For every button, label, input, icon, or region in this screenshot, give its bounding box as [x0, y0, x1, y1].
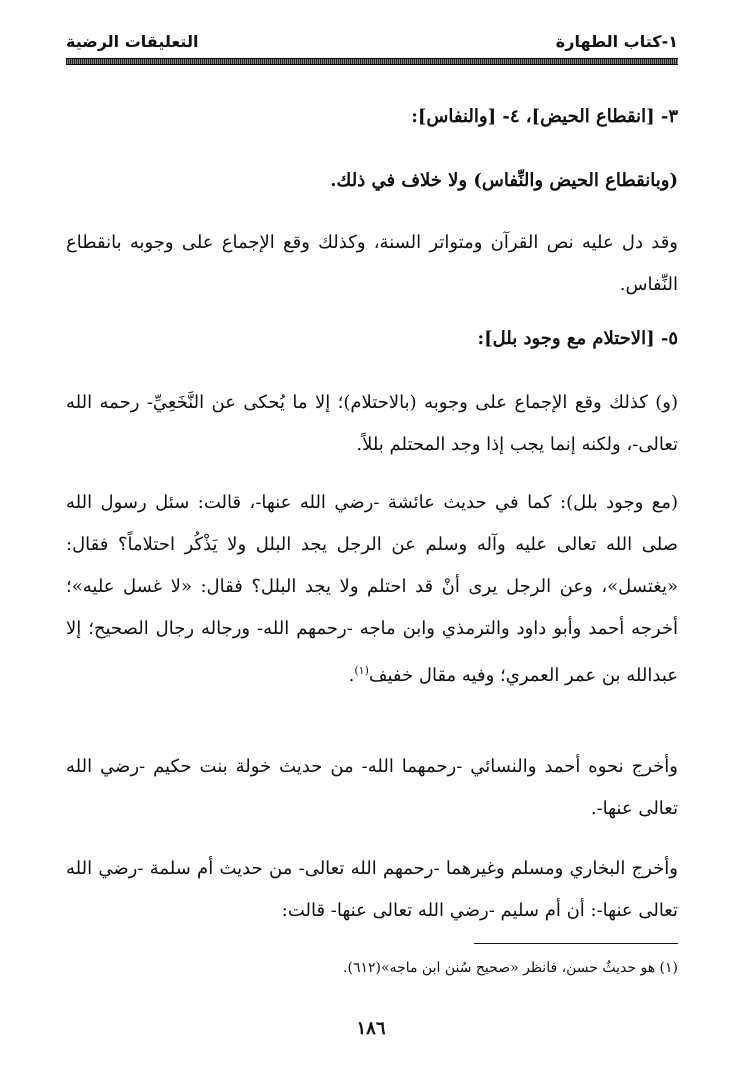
matn-paragraph-ihtilam: (و) كذلك وقع الإجماع على وجوبه (بالاحتلام)؛ إلا ما يُحكى عن النَّخَعِيِّ- رحمه الله تعالى-، ولكنه إنما يجب إذا وجد المحتلم بللاً.	[66, 392, 678, 455]
commentary-paragraph: وقد دل عليه نص القرآن ومتواتر السنة، وكذلك وقع الإجماع على وجوبه بانقطاع النِّفاس.	[66, 232, 678, 295]
running-header	[66, 28, 678, 58]
hadith-paragraph-khawla: وأخرج نحوه أحمد والنسائي -رحمهما الله- من حديث خولة بنت حكيم -رضي الله تعالى عنها-.	[66, 756, 678, 819]
footnote-ref: (١)	[354, 664, 369, 677]
footnote: (١) هو حديثٌ حسن، فانظر «صحيح سُنن ابن ماجه»(٦١٢).	[343, 960, 678, 976]
hadith-paragraph	[66, 482, 678, 697]
matn-paragraph: (وبانقطاع الحيض والنِّفاس) ولا خلاف في ذلك.	[330, 170, 678, 191]
hadith-paragraph-umm-salama: وأخرج البخاري ومسلم وغيرهما -رحمهم الله تعالى- من حديث أم سلمة -رضي الله تعالى عنها-: أن أم سليم -رضي الله تعالى عنها- قالت:	[66, 858, 678, 921]
chapter-title: ١-كتاب الطهارة	[555, 32, 678, 51]
section-heading-5: ٥- [الاحتلام مع وجود بلل]:	[477, 328, 678, 349]
hadith-end: .	[348, 665, 355, 686]
book-title: التعليقات الرضية	[66, 32, 199, 51]
header-rule	[66, 58, 678, 65]
hadith-text: (مع وجود بلل): كما في حديث عائشة -رضي الله عنها-، قالت: سئل رسول الله صلى الله تعالى عليه وآله وسلم عن الرجل يجد البلل ولا يَذْكُر احتلاماً؟ فقال: «يغتسل»، وعن الرجل يرى أنْ قد احتلم ولا يجد البلل؟ فقال: «لا غسل عليه»؛ أخرجه أحمد وأبو داود والترمذي وابن ماجه -رحمهم الله- ورجاله رجال الصحيح؛ إلا عبدالله بن عمر العمري؛ وفيه مقال خفيف	[66, 492, 678, 686]
page-number: ١٨٦	[356, 1018, 386, 1039]
section-heading-3-4: ٣- [انقطاع الحيض]، ٤- [والنفاس]:	[411, 106, 678, 127]
footnote-separator	[474, 943, 678, 944]
